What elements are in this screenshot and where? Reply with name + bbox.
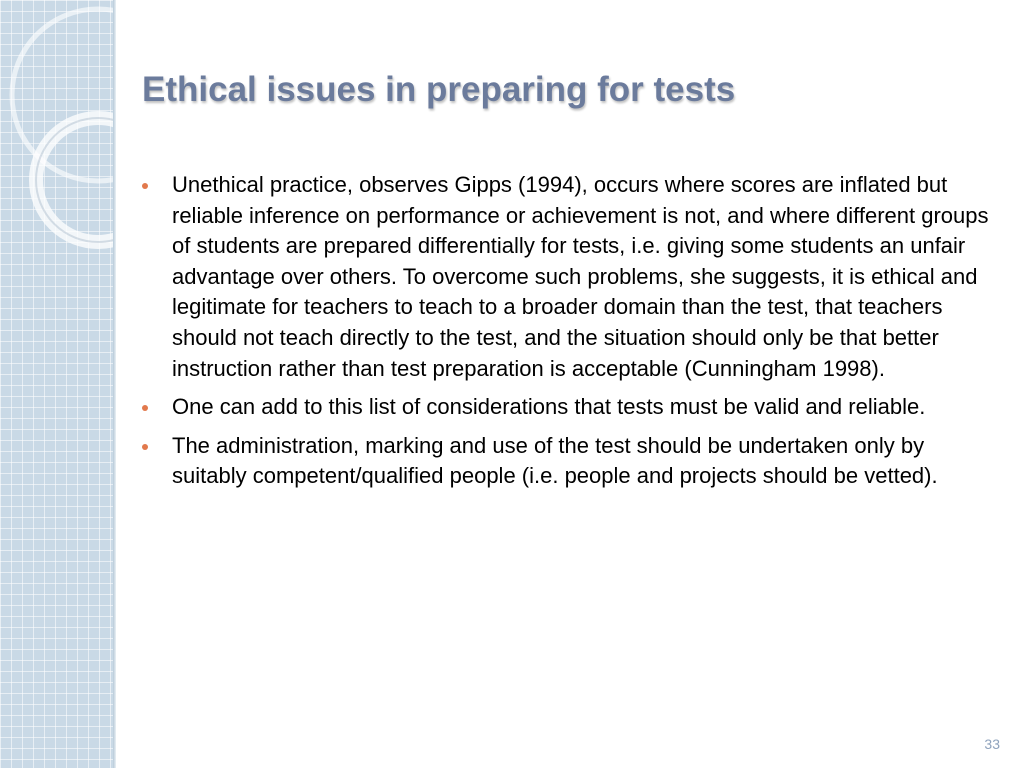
sidebar-divider (113, 0, 116, 768)
bullet-dot-icon (142, 405, 148, 411)
slide-number: 33 (984, 736, 1000, 752)
bullet-text: The administration, marking and use of the test should be undertaken only by suitably competent/qualified people (i.e. people and projects should be vetted). (172, 432, 938, 489)
bullet-text: One can add to this list of considerations that tests must be valid and reliable. (172, 394, 926, 420)
bullet-item (142, 431, 1002, 492)
slide-title: Ethical issues in preparing for tests (142, 70, 736, 109)
decorative-sidebar (0, 0, 113, 768)
bullet-dot-icon (142, 183, 148, 189)
bullet-item (142, 170, 1002, 384)
bullet-text: Unethical practice, observes Gipps (1994), occurs where scores are inflated but reliable inference on performance or achievement is not, and where different groups of students are prepared differentially for tests, i.e. giving some students an unfair advantage over others. To overcome such problems, she suggests, it is ethical and legitimate for teachers to teach to a broader domain than the test, that teachers should not teach directly to the test, and the situation should only be that better instruction rather than test preparation is acceptable (Cunningham 1998). (172, 172, 989, 381)
bullet-dot-icon (142, 444, 148, 450)
bullet-list (142, 170, 1002, 500)
bullet-item (142, 392, 1002, 423)
decorative-rings (0, 0, 113, 768)
